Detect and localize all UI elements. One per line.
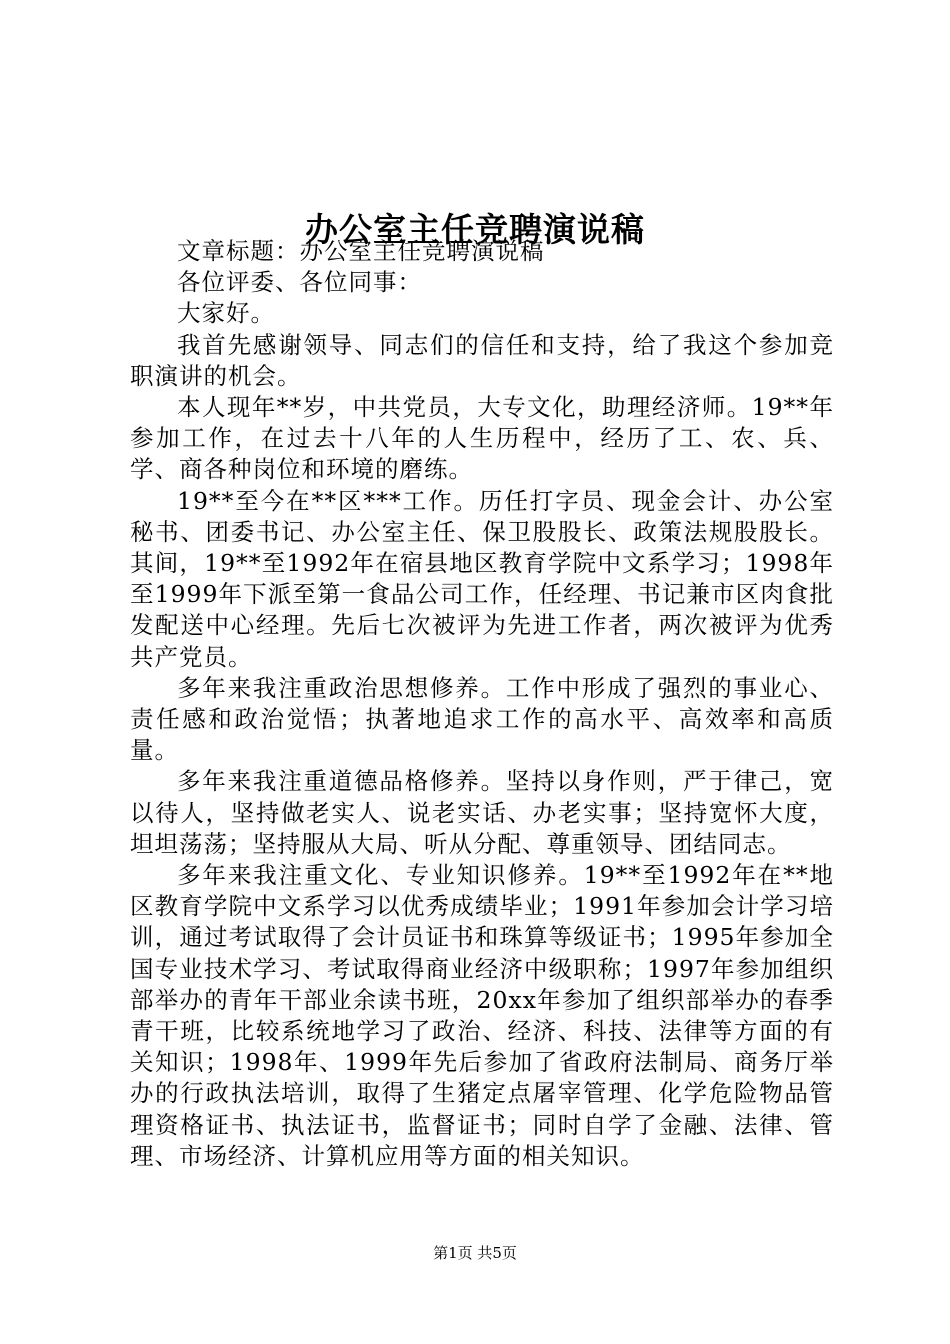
paragraph-work-history: 19**至今在**区***工作。历任打字员、现金会计、办公室秘书、团委书记、办公室主任、保卫股股长、政策法规股股长。其间，19**至1992年在宿县地区教育学院中文系学习；1998年至1999年下派至第一食品公司工作，任经理、书记兼市区肉食批发配送中心经理。先后七次被评为先进工作者，两次被评为优秀共产党员。: [130, 486, 834, 671]
paragraph-professional-cultivation: 多年来我注重文化、专业知识修养。19**至1992年在**地区教育学院中文系学习以优秀成绩毕业；1991年参加会计学习培训，通过考试取得了会计员证书和珠算等级证书；1995年参加全国专业技术学习、考试取得商业经济中级职称；1997年参加组织部举办的青年干部业余读书班，20xx年参加了组织部举办的春季青干班，比较系统地学习了政治、经济、科技、法律等方面的有关知识；1998年、1999年先后参加了省政府法制局、商务厅举办的行政执法培训，取得了生猪定点屠宰管理、化学危险物品管理资格证书、执法证书，监督证书；同时自学了金融、法律、管理、市场经济、计算机应用等方面的相关知识。: [130, 861, 834, 1170]
document-body: [130, 236, 834, 1172]
paragraph-political-cultivation: 多年来我注重政治思想修养。工作中形成了强烈的事业心、责任感和政治觉悟；执著地追求工作的高水平、高效率和高质量。: [130, 673, 834, 765]
document-title: 办公室主任竞聘演说稿: [305, 210, 645, 250]
paragraph-article-title: 文章标题：办公室主任竞聘演说稿: [177, 237, 545, 265]
paragraph-thanks: 我首先感谢领导、同志们的信任和支持，给了我这个参加竞职演讲的机会。: [130, 330, 834, 390]
paragraph-moral-cultivation: 多年来我注重道德品格修养。坚持以身作则，严于律己，宽以待人，坚持做老实人、说老实话、办老实事；坚持宽怀大度，坦坦荡荡；坚持服从大局、听从分配、尊重领导、团结同志。: [130, 767, 834, 858]
page-footer: 第1页 共5页: [433, 1244, 517, 1262]
paragraph-greeting: 大家好。: [177, 299, 275, 328]
paragraph-personal-info: 本人现年**岁，中共党员，大专文化，助理经济师。19**年参加工作，在过去十八年的人生历程中，经历了工、农、兵、学、商各种岗位和环境的磨练。: [130, 393, 834, 484]
paragraph-salutation: 各位评委、各位同事：: [177, 268, 422, 297]
